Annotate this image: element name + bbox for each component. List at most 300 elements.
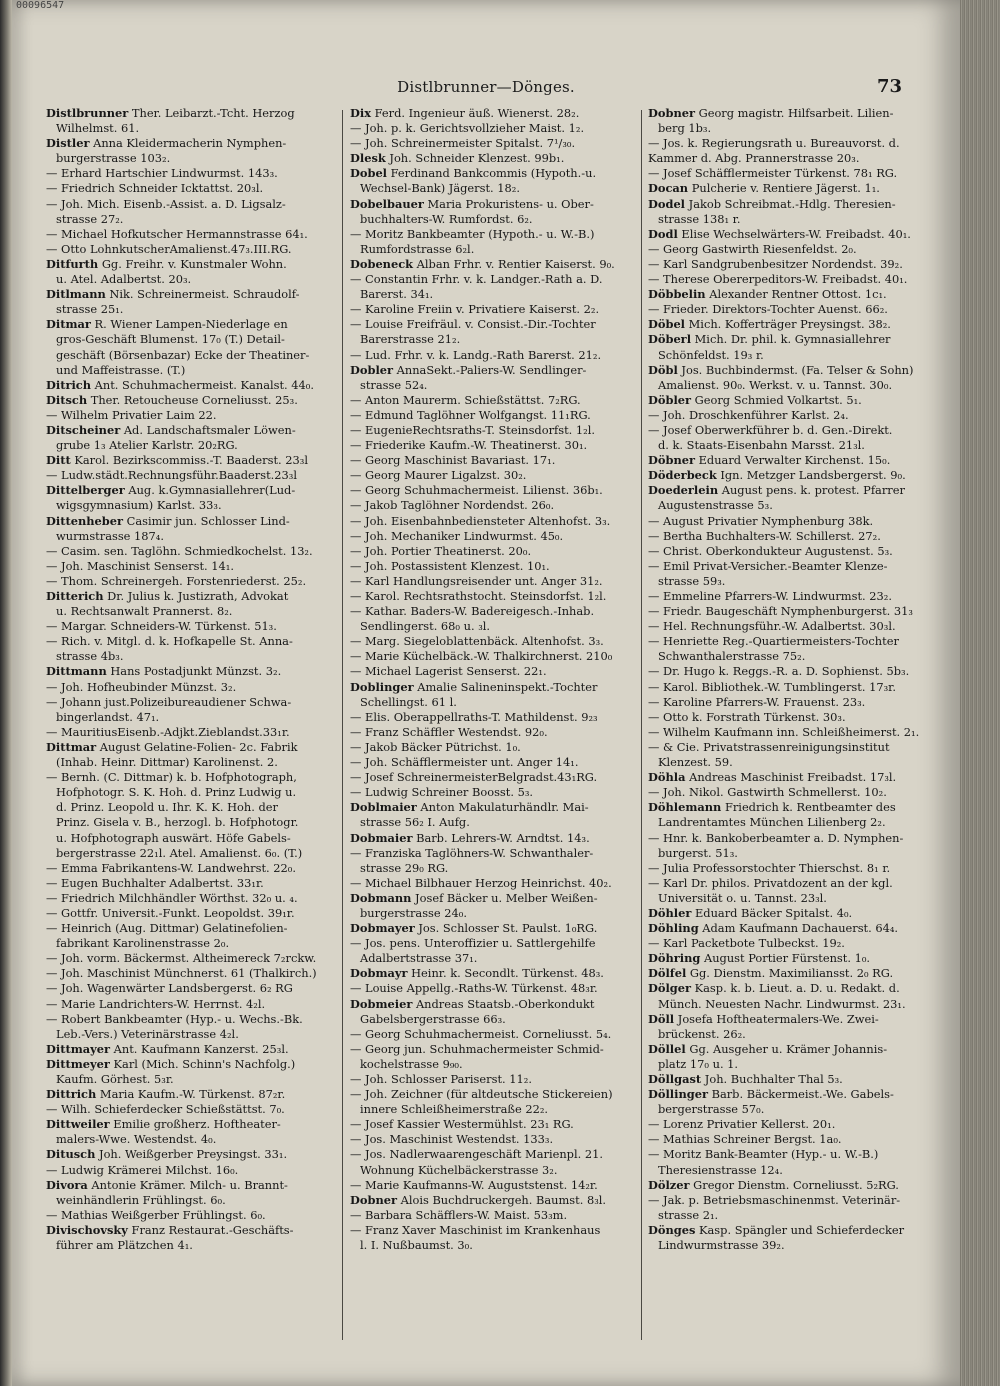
- entry-text: — Eugen Buchhalter Adalbertst. 33₁r.: [46, 875, 264, 890]
- entry-text: — MauritiusEisenb.-Adjkt.Zieblandst.33₁r.: [46, 724, 290, 739]
- directory-line: [648, 589, 940, 604]
- entry-surname: Dobmann: [350, 890, 412, 905]
- entry-text: — Moritz Bankbeamter (Hypoth.- u. W.-B.): [350, 226, 595, 241]
- directory-line: [648, 559, 940, 574]
- corner-label: 00096547: [16, 0, 65, 11]
- column-3: [648, 106, 940, 1346]
- entry-text: strasse 29₀ RG.: [360, 860, 449, 875]
- entry-text: August pens. k. protest. Pfarrer: [718, 483, 905, 498]
- entry-text: — Erhard Hartschier Lindwurmst. 143₃.: [46, 166, 278, 181]
- directory-line: [648, 257, 940, 272]
- entry-text: Alban Frhr. v. Rentier Kaiserst. 9₀.: [413, 256, 615, 271]
- directory-line: [350, 242, 642, 257]
- directory-line: [648, 619, 940, 634]
- entry-text: — Mathias Schreiner Bergst. 1a₀.: [648, 1132, 842, 1147]
- directory-line: [46, 1072, 338, 1087]
- entry-text: Kaufm. Görhest. 5₃r.: [56, 1072, 174, 1086]
- entry-surname: Ditscheiner: [46, 422, 121, 437]
- entry-text: Maria Prokuristens- u. Ober-: [423, 196, 594, 211]
- entry-text: fabrikant Karolinenstrasse 2₀.: [56, 936, 230, 951]
- entry-text: — Rich. v. Mitgl. d. k. Hofkapelle St. Anna-: [46, 634, 293, 649]
- running-head: Distlbrunner—Dönges.: [397, 78, 575, 96]
- entry-text: — Jos. pens. Unteroffizier u. Sattlergehilfe: [350, 936, 596, 951]
- entry-text: Leb.-Vers.) Veterinärstrasse 4₂l.: [56, 1026, 239, 1041]
- directory-line: [46, 846, 338, 861]
- directory-line: [350, 619, 642, 634]
- entry-text: — Hel. Rechnungsführ.-W. Adalbertst. 30₃l.: [648, 619, 896, 634]
- directory-line: [350, 1208, 642, 1223]
- entry-surname: Döll: [648, 1011, 675, 1026]
- entry-text: Schellingst. 61 l.: [360, 694, 457, 709]
- entry-text: Klenzest. 59.: [658, 755, 733, 770]
- entry-text: — Josef Oberwerkführer b. d. Gen.-Direkt.: [648, 422, 893, 437]
- directory-line: [350, 1027, 642, 1042]
- directory-line: [46, 514, 338, 529]
- directory-line: [350, 151, 642, 166]
- directory-line: [46, 1178, 338, 1193]
- directory-line: [648, 664, 940, 679]
- entry-text: Antonie Krämer. Milch- u. Brannt-: [87, 1177, 288, 1192]
- directory-line: [350, 997, 642, 1012]
- entry-text: — Friedrich Schneider Icktattst. 20₃l.: [46, 181, 264, 196]
- entry-text: — Jakob Taglöhner Nordendst. 26₀.: [350, 498, 555, 513]
- directory-line: [46, 378, 338, 393]
- directory-line: [648, 574, 940, 589]
- directory-line: [648, 1193, 940, 1208]
- entry-surname: Dobmeier: [350, 996, 413, 1011]
- directory-line: [46, 936, 338, 951]
- entry-text: Joh. Buchhalter Thal 5₃.: [701, 1072, 843, 1086]
- entry-text: — Joh. Maschinist Senserst. 14₁.: [46, 558, 234, 573]
- directory-line: [648, 363, 940, 378]
- directory-line: [350, 710, 642, 725]
- entry-surname: Döbner: [648, 453, 695, 468]
- entry-surname: Dittelberger: [46, 483, 125, 498]
- entry-surname: Ditmar: [46, 317, 91, 332]
- directory-line: [46, 831, 338, 846]
- directory-line: [648, 755, 940, 770]
- entry-text: strasse 2₁.: [658, 1207, 719, 1222]
- entry-surname: Dittenheber: [46, 513, 123, 528]
- entry-surname: Ditsch: [46, 392, 88, 407]
- entry-text: — Julia Professorstochter Thierschst. 8₁ r.: [648, 860, 891, 875]
- entry-text: Jos. Buchbindermst. (Fa. Telser & Sohn): [677, 362, 914, 377]
- directory-line: [46, 1147, 338, 1162]
- entry-text: — Josef SchreinermeisterBelgradst.43₁RG.: [350, 770, 598, 785]
- directory-line: [46, 906, 338, 921]
- directory-line: [46, 604, 338, 619]
- directory-line: [46, 1117, 338, 1132]
- entry-text: — Dr. Hugo k. Reggs.-R. a. D. Sophienst. 5b₃.: [648, 664, 910, 679]
- entry-text: — Joh. Eisenbahnbediensteter Altenhofst. 3₃.: [350, 513, 611, 528]
- directory-line: [350, 1163, 642, 1178]
- entry-text: Eduard Verwalter Kirchenst. 15₀.: [694, 453, 891, 468]
- entry-text: — Joh. Mich. Eisenb.-Assist. a. D. Ligsalz-: [46, 196, 286, 211]
- directory-line: [648, 876, 940, 891]
- entry-surname: Dobmayr: [350, 966, 408, 981]
- directory-line: [46, 468, 338, 483]
- directory-line: [648, 408, 940, 423]
- entry-text: — Franziska Taglöhners-W. Schwanthaler-: [350, 845, 594, 860]
- entry-text: Ign. Metzger Landsbergerst. 9₀.: [716, 468, 906, 483]
- entry-text: Prinz. Gisela v. B., herzogl. b. Hofphotogr.: [56, 815, 299, 830]
- entry-text: R. Wiener Lampen-Niederlage en: [90, 317, 288, 332]
- entry-text: — Bertha Buchhalters-W. Schillerst. 27₂.: [648, 528, 881, 543]
- directory-line: [350, 1193, 642, 1208]
- entry-surname: Ditrich: [46, 377, 92, 392]
- entry-text: wigsgymnasium) Karlst. 33₃.: [56, 498, 222, 513]
- directory-line: [350, 1012, 642, 1027]
- directory-line: [46, 423, 338, 438]
- entry-text: — Hnr. k. Bankoberbeamter a. D. Nymphen-: [648, 830, 904, 845]
- entry-surname: Distler: [46, 136, 90, 151]
- directory-line: [46, 181, 338, 196]
- directory-line: [648, 106, 940, 121]
- directory-line: [350, 740, 642, 755]
- entry-text: weinhändlerin Frühlingst. 6₀.: [56, 1192, 226, 1207]
- entry-text: — Karl Sandgrubenbesitzer Nordendst. 39₂.: [648, 256, 903, 271]
- directory-line: [350, 166, 642, 181]
- entry-surname: Dobner: [350, 1192, 397, 1207]
- directory-line: [350, 1102, 642, 1117]
- directory-line: [350, 1178, 642, 1193]
- directory-line: [46, 302, 338, 317]
- entry-text: strasse 4b₃.: [56, 649, 124, 664]
- directory-line: [350, 559, 642, 574]
- directory-line: [46, 695, 338, 710]
- entry-text: strasse 59₃.: [658, 573, 726, 588]
- directory-line: [350, 121, 642, 136]
- directory-line: [350, 770, 642, 785]
- directory-line: [648, 770, 940, 785]
- directory-line: [648, 891, 940, 906]
- directory-line: [648, 1178, 940, 1193]
- entry-text: Ant. Schuhmachermeist. Kanalst. 44₀.: [91, 377, 314, 392]
- entry-text: — Georg Maurer Ligalzst. 30₂.: [350, 468, 527, 483]
- directory-line: [350, 921, 642, 936]
- entry-text: Hofphotogr. S. K. Hoh. d. Prinz Ludwig u.: [56, 785, 297, 800]
- directory-line: [648, 634, 940, 649]
- entry-text: — Robert Bankbeamter (Hyp.- u. Wechs.-Bk.: [46, 1011, 303, 1026]
- entry-text: — Frieder. Direktors-Tochter Auenst. 66₂.: [648, 302, 888, 317]
- directory-line: [648, 1208, 940, 1223]
- directory-line: [648, 302, 940, 317]
- directory-line: [350, 634, 642, 649]
- directory-line: [46, 815, 338, 830]
- directory-line: [46, 483, 338, 498]
- directory-line: [46, 393, 338, 408]
- directory-line: [350, 514, 642, 529]
- directory-line: [46, 740, 338, 755]
- entry-text: Alexander Rentner Ottost. 1c₁.: [705, 287, 887, 302]
- directory-line: [350, 378, 642, 393]
- entry-text: — Ludwig Krämerei Milchst. 16₀.: [46, 1162, 239, 1177]
- directory-line: [350, 1117, 642, 1132]
- entry-surname: Dodl: [648, 226, 678, 241]
- entry-text: berg 1b₃.: [658, 121, 712, 136]
- directory-line: [648, 1087, 940, 1102]
- directory-line: [46, 151, 338, 166]
- directory-line: [46, 438, 338, 453]
- entry-text: — Wilhelm Privatier Laim 22.: [46, 407, 217, 422]
- entry-surname: Ditterich: [46, 589, 104, 603]
- directory-line: [648, 242, 940, 257]
- entry-text: Heinr. k. Secondlt. Türkenst. 48₃.: [407, 966, 604, 981]
- entry-surname: Ditusch: [46, 1147, 96, 1162]
- directory-line: [46, 453, 338, 468]
- entry-text: — Georg Schuhmachermeist. Corneliusst. 5₄.: [350, 1026, 612, 1041]
- entry-text: — Johann just.Polizeibureaudiener Schwa-: [46, 694, 292, 709]
- entry-text: bingerlandst. 47₁.: [56, 709, 160, 724]
- entry-text: — Jos. Maschinist Westendst. 133₃.: [350, 1132, 554, 1147]
- entry-text: August Gelatine-Folien- 2c. Fabrik: [96, 739, 298, 754]
- entry-text: strasse 27₂.: [56, 211, 124, 226]
- entry-text: burgerstrasse 103₂.: [56, 151, 171, 166]
- entry-text: Franz Restaurat.-Geschäfts-: [127, 1222, 294, 1237]
- entry-text: Ferdinand Bankcommis (Hypoth.-u.: [387, 166, 597, 181]
- entry-text: führer am Plätzchen 4₁.: [56, 1238, 193, 1253]
- directory-line: [648, 725, 940, 740]
- entry-surname: Dobler: [350, 362, 394, 377]
- entry-text: — Edmund Taglöhner Wolfgangst. 11₁RG.: [350, 407, 591, 422]
- entry-text: Barerst. 34₁.: [360, 287, 434, 302]
- directory-line: [648, 680, 940, 695]
- entry-text: brückenst. 26₂.: [658, 1026, 746, 1041]
- directory-line: [350, 257, 642, 272]
- directory-line: [648, 1223, 940, 1238]
- entry-text: — Michael Bilbhauer Herzog Heinrichst. 40₂.: [350, 875, 612, 890]
- directory-line: [46, 1087, 338, 1102]
- directory-line: [46, 755, 338, 770]
- entry-text: strasse 56₂ I. Aufg.: [360, 815, 470, 830]
- entry-text: — August Privatier Nymphenburg 38k.: [648, 513, 874, 528]
- directory-line: [648, 544, 940, 559]
- entry-text: Barerstrasse 21₂.: [360, 332, 461, 347]
- entry-surname: Dönges: [648, 1222, 696, 1237]
- directory-line: [350, 302, 642, 317]
- directory-line: [648, 136, 940, 151]
- directory-line: [648, 981, 940, 996]
- directory-line: [46, 861, 338, 876]
- entry-text: Amalienst. 90₀. Werkst. v. u. Tannst. 30₀.: [658, 377, 893, 392]
- directory-line: [350, 348, 642, 363]
- directory-line: [648, 740, 940, 755]
- column-2: [350, 106, 642, 1346]
- entry-text: — Christ. Oberkondukteur Augustenst. 5₃.: [648, 543, 893, 558]
- entry-text: Lindwurmstrasse 39₂.: [658, 1238, 785, 1253]
- directory-line: [350, 1147, 642, 1162]
- entry-text: burgerstrasse 24₀.: [360, 905, 467, 920]
- directory-line: [648, 1132, 940, 1147]
- entry-text: — Friederike Kaufm.-W. Theatinerst. 30₁.: [350, 438, 588, 453]
- entry-text: — Heinrich (Aug. Dittmar) Gelatinefolien-: [46, 921, 288, 936]
- entry-surname: Ditt: [46, 453, 71, 468]
- directory-line: [648, 151, 940, 166]
- directory-line: [350, 604, 642, 619]
- entry-surname: Döderbeck: [648, 468, 717, 483]
- entry-text: Friedrich k. Rentbeamter des: [721, 800, 896, 815]
- entry-text: Eduard Bäcker Spitalst. 4₀.: [691, 905, 853, 920]
- directory-line: [350, 1238, 642, 1253]
- directory-line: [46, 785, 338, 800]
- directory-line: [350, 574, 642, 589]
- directory-line: [648, 332, 940, 347]
- directory-line: [350, 876, 642, 891]
- entry-surname: Döllgast: [648, 1072, 702, 1086]
- entry-text: Theresienstrasse 12₄.: [658, 1162, 783, 1177]
- directory-line: [648, 212, 940, 227]
- entry-surname: Dittweiler: [46, 1117, 110, 1132]
- book-page-edges: [960, 0, 1000, 1386]
- directory-line: [46, 634, 338, 649]
- entry-text: Joh. Schneider Klenzest. 99b₁.: [385, 151, 565, 166]
- entry-surname: Docan: [648, 181, 689, 196]
- entry-text: Sendlingerst. 68₀ u. ₃l.: [360, 619, 491, 634]
- directory-line: [46, 544, 338, 559]
- entry-surname: Dittmayer: [46, 1041, 111, 1056]
- entry-text: Kasp. Spängler und Schieferdecker: [695, 1222, 905, 1237]
- directory-line: [46, 559, 338, 574]
- entry-text: — Josef Schäfflermeister Türkenst. 78₁ RG.: [648, 166, 898, 181]
- directory-line: [46, 800, 338, 815]
- entry-surname: Dobner: [648, 106, 695, 120]
- directory-line: [648, 483, 940, 498]
- directory-line: [350, 695, 642, 710]
- entry-text: Joh. Weißgerber Preysingst. 33₁.: [95, 1147, 288, 1162]
- entry-text: u. Atel. Adalbertst. 20₃.: [56, 272, 192, 287]
- entry-surname: Döbl: [648, 362, 678, 377]
- entry-text: — Wilhelm Kaufmann inn. Schleißheimerst. 2₁.: [648, 724, 920, 739]
- directory-line: [648, 921, 940, 936]
- entry-text: Hans Postadjunkt Münzst. 3₂.: [106, 664, 282, 679]
- entry-text: Andreas Maschinist Freibadst. 17₃l.: [685, 770, 897, 785]
- directory-line: [648, 348, 940, 363]
- entry-surname: Döhler: [648, 905, 692, 920]
- entry-text: innere Schleißheimerstraße 22₂.: [360, 1102, 549, 1117]
- entry-surname: Döllinger: [648, 1087, 708, 1102]
- entry-text: und Maffeistrasse. (T.): [56, 362, 186, 377]
- entry-text: — Jos. Nadlerwaarengeschäft Marienpl. 21.: [350, 1147, 603, 1162]
- directory-line: [350, 106, 642, 121]
- directory-line: [648, 514, 940, 529]
- entry-text: — Henriette Reg.-Quartiermeisters-Tochter: [648, 634, 899, 649]
- directory-line: [350, 529, 642, 544]
- directory-line: [648, 785, 940, 800]
- entry-text: — Constantin Frhr. v. k. Landger.-Rath a. D.: [350, 272, 603, 287]
- entry-surname: Ditfurth: [46, 256, 99, 271]
- entry-surname: Ditlmann: [46, 287, 106, 302]
- directory-columns: [40, 106, 940, 1346]
- entry-text: — Joh. Postassistent Klenzest. 10₁.: [350, 558, 550, 573]
- entry-text: l. I. Nußbaumst. 3₀.: [360, 1238, 473, 1253]
- directory-line: [648, 453, 940, 468]
- directory-line: [648, 1117, 940, 1132]
- directory-line: [46, 529, 338, 544]
- entry-text: — Anton Maurerm. Schießstättst. 7₂RG.: [350, 392, 581, 407]
- directory-line: [350, 1087, 642, 1102]
- column-rule: [342, 110, 343, 1340]
- entry-surname: Distlbrunner: [46, 106, 129, 120]
- directory-line: [46, 997, 338, 1012]
- entry-text: — Joh. Schreinermeister Spitalst. 7¹/₃₀.: [350, 136, 576, 151]
- entry-text: Casimir jun. Schlosser Lind-: [123, 513, 290, 528]
- entry-text: — Therese Obererpeditors-W. Freibadst. 40₁.: [648, 272, 908, 287]
- directory-line: [46, 619, 338, 634]
- directory-line: [648, 317, 940, 332]
- directory-line: [350, 363, 642, 378]
- directory-line: [350, 755, 642, 770]
- directory-line: [46, 649, 338, 664]
- entry-text: — Karoline Pfarrers-W. Frauenst. 23₃.: [648, 694, 866, 709]
- directory-line: [350, 181, 642, 196]
- entry-text: August Portier Fürstenst. 1₀.: [700, 951, 871, 966]
- entry-surname: Döhlemann: [648, 800, 722, 815]
- entry-text: — Friedr. Baugeschäft Nymphenburgerst. 31₃: [648, 604, 913, 619]
- directory-line: [46, 1057, 338, 1072]
- directory-line: [350, 1132, 642, 1147]
- directory-line: [350, 423, 642, 438]
- entry-surname: Dölzer: [648, 1177, 690, 1192]
- entry-text: — Moritz Bank-Beamter (Hyp.- u. W.-B.): [648, 1147, 879, 1162]
- entry-text: wurmstrasse 187₄.: [56, 528, 164, 543]
- entry-text: Amalie Salineninspekt.-Tochter: [413, 679, 598, 694]
- entry-text: — Bernh. (C. Dittmar) k. b. Hofphotograph,: [46, 770, 297, 785]
- entry-text: d. Prinz. Leopold u. Ihr. K. K. Hoh. der: [56, 800, 278, 815]
- directory-line: [350, 212, 642, 227]
- directory-line: [46, 242, 338, 257]
- entry-surname: Döhring: [648, 951, 701, 966]
- entry-text: Karl (Mich. Schinn's Nachfolg.): [109, 1056, 296, 1071]
- directory-line: [648, 181, 940, 196]
- directory-line: [46, 1163, 338, 1178]
- directory-line: [46, 725, 338, 740]
- entry-text: Ad. Landschaftsmaler Löwen-: [120, 422, 296, 437]
- directory-line: [648, 1147, 940, 1162]
- entry-surname: Dittmeyer: [46, 1056, 110, 1071]
- directory-line: [46, 227, 338, 242]
- entry-text: — Emmeline Pfarrers-W. Lindwurmst. 23₂.: [648, 589, 892, 603]
- entry-text: Alois Buchdruckergeh. Baumst. 8₃l.: [396, 1192, 607, 1207]
- entry-surname: Dobelbauer: [350, 196, 424, 211]
- entry-surname: Doederlein: [648, 483, 719, 498]
- directory-line: [350, 785, 642, 800]
- entry-text: — Jos. k. Regierungsrath u. Bureauvorst. d.: [648, 136, 900, 151]
- directory-line: [46, 197, 338, 212]
- entry-text: — Kathar. Baders-W. Badereigesch.-Inhab.: [350, 604, 595, 619]
- entry-text: — Franz Schäffler Westendst. 92₀.: [350, 724, 548, 739]
- entry-surname: Dobmaier: [350, 830, 413, 845]
- directory-line: [648, 1012, 940, 1027]
- entry-text: Wilhelmst. 61.: [56, 121, 140, 136]
- entry-text: Gabelsbergerstrasse 66₃.: [360, 1011, 506, 1026]
- directory-line: [350, 846, 642, 861]
- directory-line: [648, 378, 940, 393]
- entry-text: — Jakob Bäcker Pütrichst. 1₀.: [350, 739, 521, 754]
- directory-line: [648, 468, 940, 483]
- directory-line: [648, 498, 940, 513]
- entry-text: — & Cie. Privatstrassenreinigungsinstitut: [648, 739, 890, 754]
- directory-line: [648, 861, 940, 876]
- entry-text: — Wilh. Schieferdecker Schießstättst. 7₀.: [46, 1102, 285, 1117]
- directory-line: [350, 197, 642, 212]
- directory-line: [46, 981, 338, 996]
- entry-text: Georg Schmied Volkartst. 5₁.: [691, 392, 862, 407]
- directory-line: [46, 1238, 338, 1253]
- directory-line: [648, 1072, 940, 1087]
- directory-line: [350, 589, 642, 604]
- directory-line: [350, 981, 642, 996]
- entry-text: Josefa Hoftheatermalers-We. Zwei-: [674, 1011, 879, 1026]
